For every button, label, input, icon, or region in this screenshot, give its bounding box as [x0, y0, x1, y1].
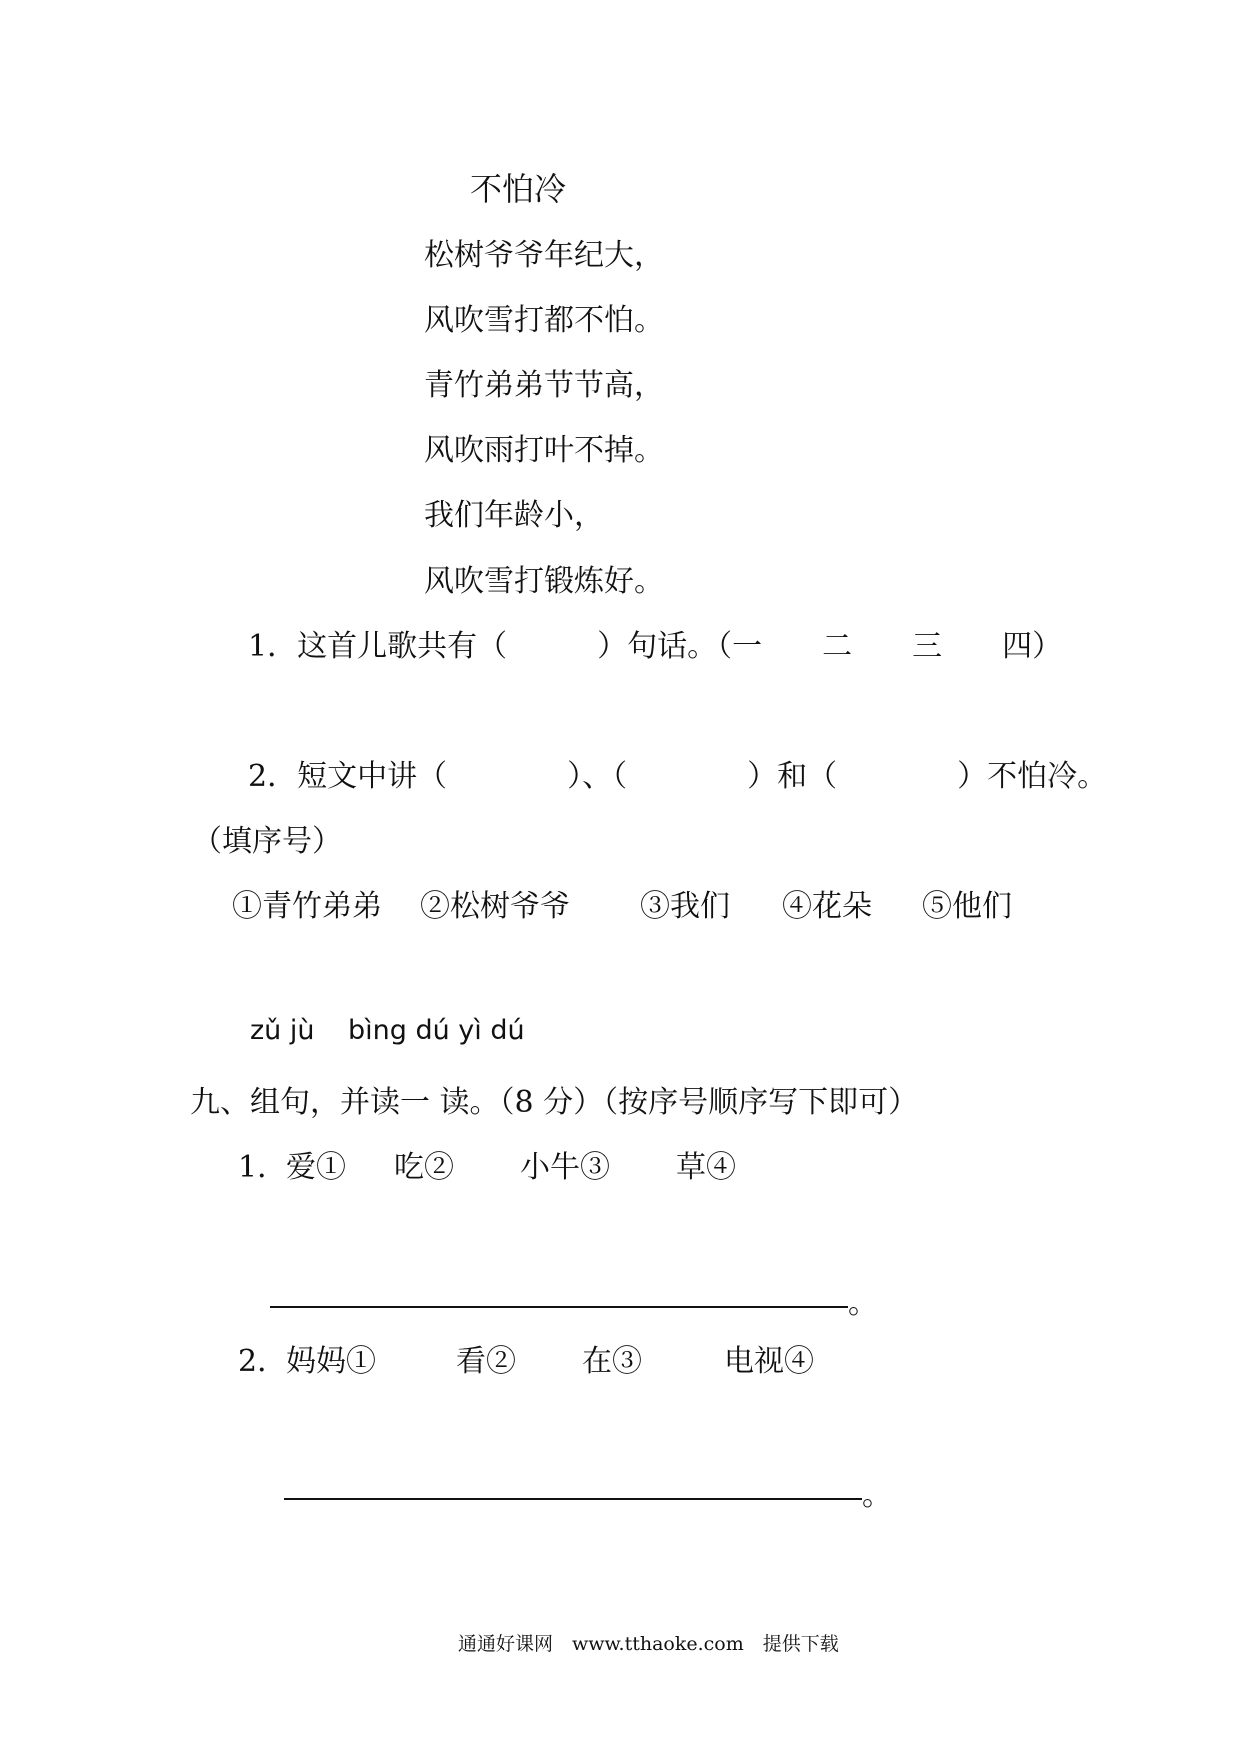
poem-line: 风吹雨打叶不掉。 [424, 433, 664, 468]
option-2: ②松树爷爷 [420, 889, 570, 924]
footer-text: 通通好课网 www.tthaoke.com 提供下载 [458, 1633, 839, 1655]
question-2-note: （填序号） [192, 824, 342, 859]
option-3: ③我们 [640, 889, 730, 924]
answer-line-1[interactable] [270, 1306, 848, 1308]
s9-q1-number: 1． [238, 1150, 288, 1185]
poem-line: 松树爷爷年纪大， [424, 238, 664, 273]
poem-title: 不怕冷 [470, 170, 567, 208]
option-1: ①青竹弟弟 [232, 889, 382, 924]
answer-period-2: 。 [862, 1478, 892, 1513]
pinyin-bingduyidu: bìng dú yì dú [348, 1015, 525, 1046]
pinyin-zuju: zǔ jù [250, 1015, 315, 1046]
s9-q1-word-2: 吃② [394, 1150, 454, 1185]
question-2: 2．短文中讲（ ）、（ ）和（ ）不怕冷。 [248, 759, 1108, 794]
s9-q2-number: 2． [238, 1344, 288, 1379]
s9-q1-word-4: 草④ [676, 1150, 736, 1185]
poem-line: 我们年龄小， [424, 498, 604, 533]
s9-q2-word-2: 看② [456, 1344, 516, 1379]
question-1: 1．这首儿歌共有（ ）句话。（一 二 三 四） [248, 629, 1063, 664]
poem-line: 风吹雪打都不怕。 [424, 303, 664, 338]
option-5: ⑤他们 [922, 889, 1012, 924]
s9-q2-word-3: 在③ [582, 1344, 642, 1379]
s9-q1-word-3: 小牛③ [520, 1150, 610, 1185]
answer-period-1: 。 [848, 1286, 878, 1321]
s9-q2-word-1: 妈妈① [286, 1344, 376, 1379]
section-9-heading: 九、组句，并读一 读。（8 分）（按序号顺序写下即可） [190, 1085, 919, 1120]
s9-q2-word-4: 电视④ [724, 1344, 814, 1379]
poem-line: 风吹雪打锻炼好。 [424, 564, 664, 599]
option-4: ④花朵 [782, 889, 872, 924]
poem-line: 青竹弟弟节节高， [424, 368, 664, 403]
s9-q1-word-1: 爱① [286, 1150, 346, 1185]
answer-line-2[interactable] [284, 1498, 862, 1500]
